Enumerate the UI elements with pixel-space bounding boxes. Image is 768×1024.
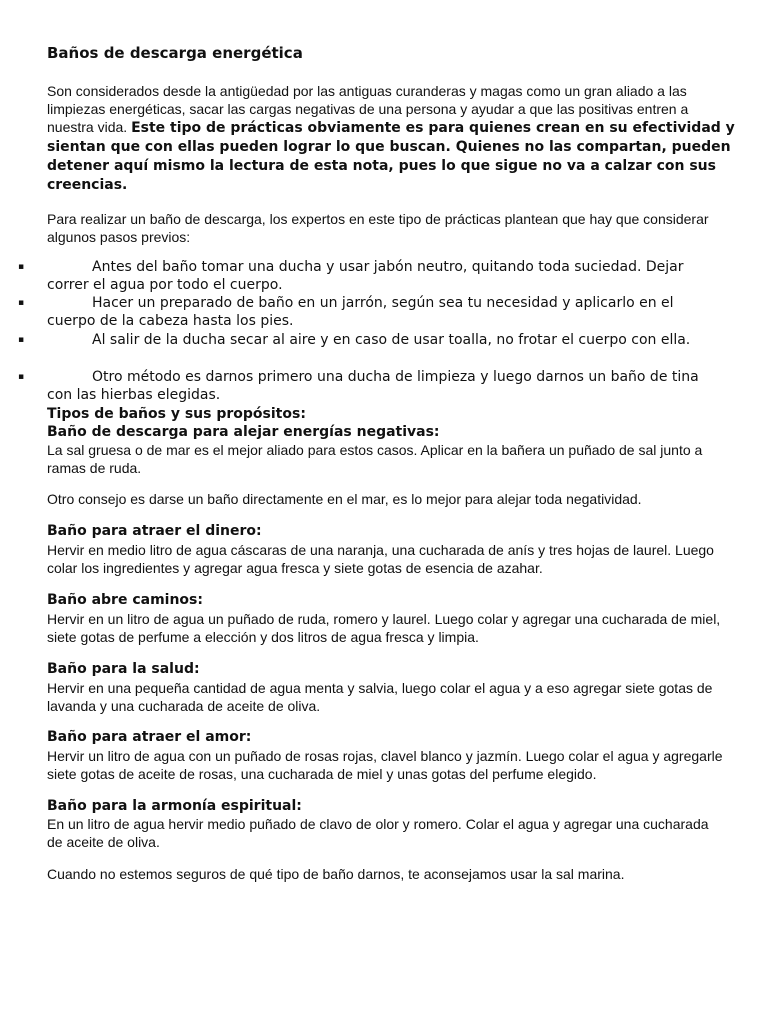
bullet-icon: ▪ [18, 262, 25, 272]
bullet-icon: ▪ [18, 298, 25, 308]
step-text: Al salir de la ducha secar al aire y en caso de usar toalla, no frotar el cuerpo con ella. [92, 332, 691, 348]
step-text: Antes del baño tomar una ducha y usar jabón neutro, quitando toda suciedad. Dejar correr el agua por todo el cuerpo. [47, 259, 684, 293]
document-title: Baños de descarga energética [47, 44, 303, 62]
section-text: Hervir en medio litro de agua cáscaras de una naranja, una cucharada de anís y tres hojas de laurel. Luego colar los ingredientes y agregar agua fresca y siete gotas de esencia de azahar. [47, 542, 714, 576]
section-heading: Baño abre caminos: [47, 592, 203, 608]
section-text: Hervir un litro de agua con un puñado de rosas rojas, clavel blanco y jazmín. Luego colar el agua y agregarle siete gotas de aceite de rosas, una cucharada de miel y unas gotas del perfume elegido. [47, 748, 723, 782]
section-heading: Baño para la armonía espiritual: [47, 798, 302, 814]
list-item [18, 294, 725, 330]
closing-paragraph: Cuando no estemos seguros de qué tipo de baño darnos, te aconsejamos usar la sal marina. [47, 866, 625, 882]
section-heading: Baño para atraer el amor: [47, 729, 252, 745]
types-heading: Tipos de baños y sus propósitos: [47, 406, 306, 422]
bullet-icon: ▪ [18, 335, 25, 345]
section-text: Hervir en una pequeña cantidad de agua menta y salvia, luego colar el agua y a eso agregar siete gotas de lavanda y una cucharada de aceite de oliva. [47, 680, 713, 714]
bullet-icon: ▪ [18, 372, 25, 382]
preparation-paragraph: Para realizar un baño de descarga, los expertos en este tipo de prácticas plantean que hay que considerar algunos pasos previos: [47, 211, 709, 245]
section-heading: Baño para atraer el dinero: [47, 523, 262, 539]
section-text: En un litro de agua hervir medio puñado de clavo de olor y romero. Colar el agua y agregar una cucharada de aceite de oliva. [47, 816, 709, 850]
intro-text: Son considerados desde la antigüedad por las antiguas curanderas y magas como un gran aliado a las limpiezas energéticas, sacar las cargas negativas de una persona y ayudar a que las positivas entren a nuestra vida. [47, 83, 689, 135]
section-text: La sal gruesa o de mar es el mejor aliado para estos casos. Aplicar en la bañera un puñado de sal junto a ramas de ruda. [47, 442, 703, 476]
intro-bold-text: Este tipo de prácticas obviamente es para quienes crean en su efectividad y sientan que con ellas pueden lograr lo que buscan. Quienes no las compartan, pueden detener aquí mismo la lectura de esta nota, pues lo que sigue no va a calzar con sus creencias. [47, 120, 735, 193]
list-item [18, 258, 725, 294]
section-heading: Baño de descarga para alejar energías negativas: [47, 424, 440, 440]
section-text: Hervir en un litro de agua un puñado de ruda, romero y laurel. Luego colar y agregar una cucharada de miel, siete gotas de perfume a elección y dos litros de agua fresca y limpia. [47, 611, 721, 645]
list-item [18, 368, 725, 404]
step-text: Hacer un preparado de baño en un jarrón, según sea tu necesidad y aplicarlo en el cuerpo de la cabeza hasta los pies. [47, 295, 674, 329]
intro-paragraph [47, 82, 737, 194]
list-item [18, 331, 725, 349]
section-heading: Baño para la salud: [47, 661, 200, 677]
step-text: Otro método es darnos primero una ducha de limpieza y luego darnos un baño de tina con las hierbas elegidas. [47, 369, 699, 403]
section-extra-text: Otro consejo es darse un baño directamente en el mar, es lo mejor para alejar toda negatividad. [47, 491, 642, 507]
